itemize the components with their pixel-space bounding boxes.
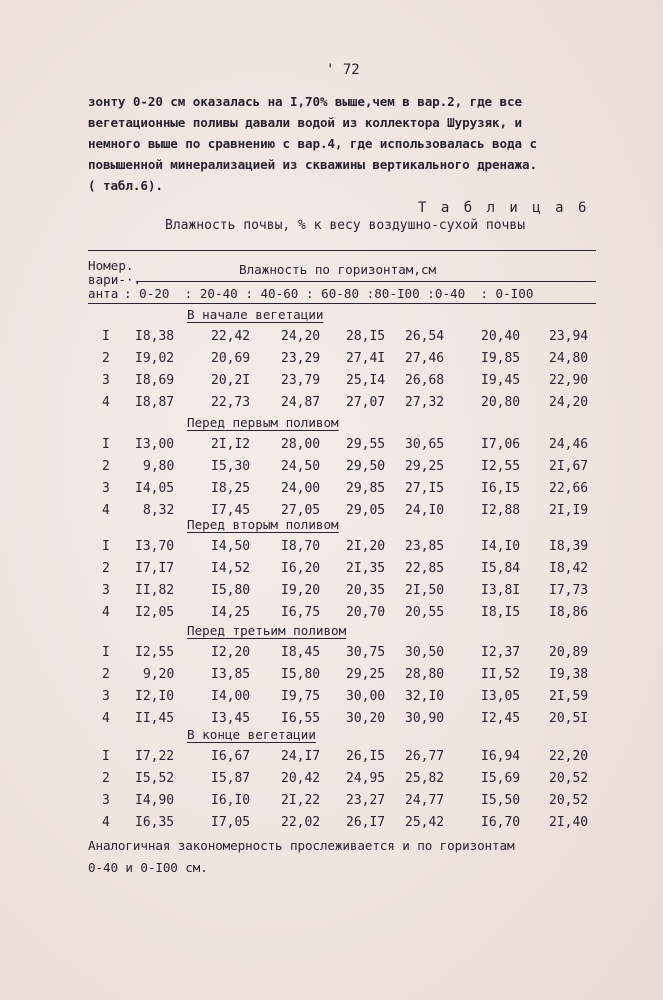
value-cell: 2I,40 [549, 815, 589, 830]
value-cell: 25,82 [405, 771, 445, 786]
value-cell: 20,42 [281, 771, 321, 786]
value-cell: I2,20 [211, 645, 251, 660]
value-cell: II,82 [135, 583, 175, 598]
value-cell: 23,27 [346, 793, 386, 808]
value-cell: 20,55 [405, 605, 445, 620]
value-cell: I6,70 [481, 815, 521, 830]
value-cell: 24,95 [346, 771, 386, 786]
value-cell: I4,25 [211, 605, 251, 620]
value-cell: 23,85 [405, 539, 445, 554]
value-cell: 26,77 [405, 749, 445, 764]
value-cell: 27,07 [346, 395, 386, 410]
table-row [0, 539, 663, 559]
value-cell: I7,22 [135, 749, 175, 764]
value-cell: I9,75 [281, 689, 321, 704]
value-cell: 27,I5 [405, 481, 445, 496]
value-cell: 26,54 [405, 329, 445, 344]
value-cell: I4,90 [135, 793, 175, 808]
value-cell: 23,29 [281, 351, 321, 366]
value-cell: 29,50 [346, 459, 386, 474]
section-title: В конце вегетации [187, 727, 316, 742]
value-cell: 22,02 [281, 815, 321, 830]
value-cell: I7,06 [481, 437, 521, 452]
value-cell: I5,69 [481, 771, 521, 786]
value-cell: I2,88 [481, 503, 521, 518]
table-row [0, 437, 663, 457]
intro-line: вегетационные поливы давали водой из коллектора Шурузяк, и [88, 115, 522, 130]
value-cell: 2I,67 [549, 459, 589, 474]
value-cell: I7,I7 [135, 561, 175, 576]
value-cell: 24,I0 [405, 503, 445, 518]
table-row [0, 749, 663, 769]
value-cell: 28,80 [405, 667, 445, 682]
value-cell: 20,40 [481, 329, 521, 344]
value-cell: I6,67 [211, 749, 251, 764]
intro-line: ( табл.6). [88, 178, 163, 193]
value-cell: I4,05 [135, 481, 175, 496]
variant-cell: 2 [102, 667, 110, 682]
variant-cell: 4 [102, 605, 110, 620]
variant-cell: I [102, 749, 110, 764]
table-row [0, 605, 663, 625]
value-cell: 20,52 [549, 793, 589, 808]
variant-cell: 3 [102, 689, 110, 704]
value-cell: 22,73 [211, 395, 251, 410]
value-cell: 24,46 [549, 437, 589, 452]
value-cell: I9,85 [481, 351, 521, 366]
value-cell: 24,00 [281, 481, 321, 496]
value-cell: 22,42 [211, 329, 251, 344]
value-cell: I3,85 [211, 667, 251, 682]
value-cell: 2I,22 [281, 793, 321, 808]
value-cell: I8,45 [281, 645, 321, 660]
value-cell: I3,05 [481, 689, 521, 704]
value-cell: I8,42 [549, 561, 589, 576]
value-cell: 29,05 [346, 503, 386, 518]
variant-cell: 2 [102, 561, 110, 576]
value-cell: 29,25 [346, 667, 386, 682]
value-cell: 8,32 [143, 503, 175, 518]
value-cell: 26,I7 [346, 815, 386, 830]
value-cell: 30,75 [346, 645, 386, 660]
table-row [0, 395, 663, 415]
value-cell: 20,52 [549, 771, 589, 786]
value-cell: I5,30 [211, 459, 251, 474]
value-cell: I6,20 [281, 561, 321, 576]
table-row [0, 459, 663, 479]
value-cell: I2,05 [135, 605, 175, 620]
value-cell: I6,I0 [211, 793, 251, 808]
value-cell: 20,80 [481, 395, 521, 410]
value-cell: I9,38 [549, 667, 589, 682]
value-cell: I5,87 [211, 771, 251, 786]
value-cell: I6,I5 [481, 481, 521, 496]
value-cell: 24,20 [281, 329, 321, 344]
header-variant-2: вари-·. [88, 272, 142, 287]
value-cell: 22,85 [405, 561, 445, 576]
value-cell: 2I,I2 [211, 437, 251, 452]
value-cell: I2,I0 [135, 689, 175, 704]
table-row [0, 373, 663, 393]
value-cell: 2I,20 [346, 539, 386, 554]
value-cell: I3,45 [211, 711, 251, 726]
table-row [0, 329, 663, 349]
value-cell: 27,46 [405, 351, 445, 366]
variant-cell: 3 [102, 583, 110, 598]
value-cell: 9,20 [143, 667, 175, 682]
value-cell: I9,20 [281, 583, 321, 598]
table-row [0, 689, 663, 709]
value-cell: 9,80 [143, 459, 175, 474]
value-cell: 25,42 [405, 815, 445, 830]
table-title: Влажность почвы, % к весу воздушно-сухой почвы [165, 218, 526, 233]
value-cell: I4,52 [211, 561, 251, 576]
value-cell: I8,86 [549, 605, 589, 620]
value-cell: 24,50 [281, 459, 321, 474]
variant-cell: 4 [102, 815, 110, 830]
value-cell: I2,37 [481, 645, 521, 660]
value-cell: I5,52 [135, 771, 175, 786]
value-cell: I7,73 [549, 583, 589, 598]
value-cell: I6,55 [281, 711, 321, 726]
table-row [0, 793, 663, 813]
value-cell: 30,90 [405, 711, 445, 726]
value-cell: 25,I4 [346, 373, 386, 388]
header-variant-3: анта [88, 286, 119, 301]
value-cell: 23,79 [281, 373, 321, 388]
variant-cell: I [102, 645, 110, 660]
value-cell: 22,90 [549, 373, 589, 388]
value-cell: 20,2I [211, 373, 251, 388]
variant-cell: 2 [102, 351, 110, 366]
value-cell: 29,85 [346, 481, 386, 496]
table-row [0, 771, 663, 791]
intro-line: зонту 0-20 см оказалась на I,70% выше,чем в вар.2, где все [88, 94, 522, 109]
variant-cell: I [102, 539, 110, 554]
value-cell: 26,I5 [346, 749, 386, 764]
table-row [0, 815, 663, 835]
variant-cell: 4 [102, 503, 110, 518]
table-top-rule [88, 250, 596, 251]
value-cell: 24,87 [281, 395, 321, 410]
value-cell: 24,I7 [281, 749, 321, 764]
value-cell: I8,I5 [481, 605, 521, 620]
value-cell: I4,I0 [481, 539, 521, 554]
value-cell: 30,65 [405, 437, 445, 452]
value-cell: 29,25 [405, 459, 445, 474]
value-cell: I6,35 [135, 815, 175, 830]
table-row [0, 561, 663, 581]
value-cell: 24,20 [549, 395, 589, 410]
section-title: Перед первым поливом [187, 415, 339, 430]
variant-cell: 4 [102, 711, 110, 726]
variant-cell: 2 [102, 771, 110, 786]
variant-cell: 3 [102, 373, 110, 388]
value-cell: 30,50 [405, 645, 445, 660]
value-cell: 30,20 [346, 711, 386, 726]
outro-line: Аналогичная закономерность прослеживается и по горизонтам [88, 838, 515, 853]
value-cell: 2I,35 [346, 561, 386, 576]
value-cell: I5,80 [281, 667, 321, 682]
value-cell: I5,80 [211, 583, 251, 598]
value-cell: I8,25 [211, 481, 251, 496]
value-cell: I4,50 [211, 539, 251, 554]
table-row [0, 711, 663, 731]
value-cell: I6,94 [481, 749, 521, 764]
header-group: Влажность по горизонтам,см [239, 262, 437, 277]
outro-line: 0-40 и 0-I00 см. [88, 860, 208, 875]
value-cell: I5,84 [481, 561, 521, 576]
value-cell: I8,39 [549, 539, 589, 554]
variant-cell: 3 [102, 481, 110, 496]
table-row [0, 351, 663, 371]
header-columns: : 0-20 : 20-40 : 40-60 : 60-80 :80-I00 :0-40 : 0-I00 [124, 286, 534, 301]
value-cell: 20,69 [211, 351, 251, 366]
value-cell: 28,00 [281, 437, 321, 452]
value-cell: 27,32 [405, 395, 445, 410]
value-cell: 27,4I [346, 351, 386, 366]
value-cell: I2,55 [135, 645, 175, 660]
table-row [0, 667, 663, 687]
value-cell: I5,50 [481, 793, 521, 808]
header-bottom-rule [88, 303, 596, 304]
value-cell: I8,69 [135, 373, 175, 388]
section-title: В начале вегетации [187, 307, 324, 322]
value-cell: I2,45 [481, 711, 521, 726]
value-cell: 22,66 [549, 481, 589, 496]
header-group-rule [136, 281, 596, 282]
table-row [0, 481, 663, 501]
variant-cell: 4 [102, 395, 110, 410]
value-cell: I9,02 [135, 351, 175, 366]
table-row [0, 645, 663, 665]
value-cell: 20,89 [549, 645, 589, 660]
intro-line: повышенной минерализацией из скважины вертикального дренажа. [88, 157, 537, 172]
value-cell: 20,35 [346, 583, 386, 598]
value-cell: 23,94 [549, 329, 589, 344]
section-title: Перед третьим поливом [187, 623, 347, 638]
value-cell: I2,55 [481, 459, 521, 474]
table-row [0, 583, 663, 603]
table-caption: Т а б л и ц а 6 [418, 200, 590, 216]
page-number: ' 72 [326, 62, 360, 78]
value-cell: I7,45 [211, 503, 251, 518]
value-cell: II,52 [481, 667, 521, 682]
value-cell: I3,8I [481, 583, 521, 598]
value-cell: I3,70 [135, 539, 175, 554]
value-cell: 28,I5 [346, 329, 386, 344]
value-cell: 2I,I9 [549, 503, 589, 518]
variant-cell: 3 [102, 793, 110, 808]
section-title: Перед вторым поливом [187, 517, 339, 532]
value-cell: 30,00 [346, 689, 386, 704]
value-cell: 24,80 [549, 351, 589, 366]
value-cell: 20,5I [549, 711, 589, 726]
value-cell: 29,55 [346, 437, 386, 452]
intro-line: немного выше по сравнению с вар.4, где использовалась вода с [88, 136, 537, 151]
value-cell: I4,00 [211, 689, 251, 704]
value-cell: I8,70 [281, 539, 321, 554]
value-cell: 26,68 [405, 373, 445, 388]
value-cell: I9,45 [481, 373, 521, 388]
variant-cell: 2 [102, 459, 110, 474]
value-cell: 2I,50 [405, 583, 445, 598]
value-cell: I6,75 [281, 605, 321, 620]
value-cell: 32,I0 [405, 689, 445, 704]
value-cell: 2I,59 [549, 689, 589, 704]
value-cell: I8,87 [135, 395, 175, 410]
variant-cell: I [102, 437, 110, 452]
value-cell: II,45 [135, 711, 175, 726]
variant-cell: I [102, 329, 110, 344]
header-variant-1: Номер. [88, 258, 134, 273]
value-cell: I3,00 [135, 437, 175, 452]
value-cell: 24,77 [405, 793, 445, 808]
value-cell: 20,70 [346, 605, 386, 620]
value-cell: I7,05 [211, 815, 251, 830]
value-cell: I8,38 [135, 329, 175, 344]
value-cell: 27,05 [281, 503, 321, 518]
value-cell: 22,20 [549, 749, 589, 764]
